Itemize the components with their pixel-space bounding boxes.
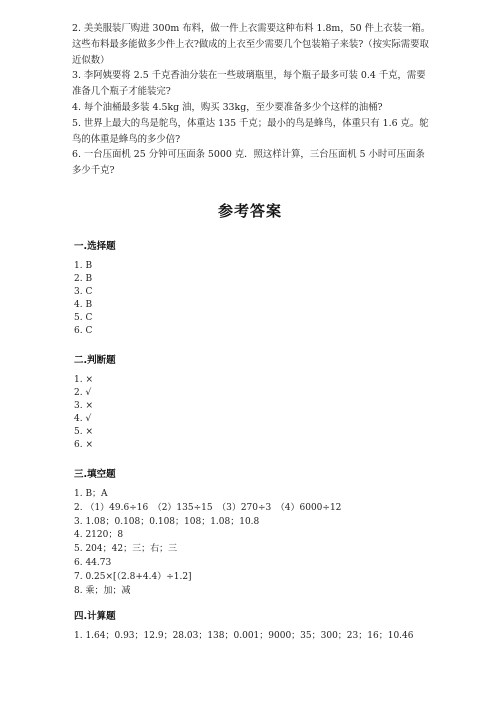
judge-answer: 3. × [74,401,93,411]
judge-answer: 1. × [74,375,93,385]
judge-answer-list [74,374,93,452]
fill-answer-list [74,488,341,598]
problem-2: 2. 美美服装厂购进 300m 布料，做一件上衣需要这种布料 1.8m，50 件上衣装一箱。这些布料最多能做多少件上衣?做成的上衣至少需要几个包装箱子来装?（按实际需要取近似数） [72,23,431,66]
problem-4: 4. 每个油桶最多装 4.5kg 油，购买 33kg，至少要准备多少个这样的油桶? [72,101,383,113]
judge-answer: 6. × [74,440,93,450]
fill-answer: 6. 44.73 [74,557,112,568]
fill-answer: 7. 0.25×[（2.8+4.4）÷1.2] [74,571,192,582]
problem-3: 3. 李阿姨要将 2.5 千克香油分装在一些玻璃瓶里，每个瓶子最多可装 0.4 千克，需要准备几个瓶子才能装完? [72,70,426,98]
section-heading-judge: 二.判断题 [74,355,116,366]
fill-answer: 8. 乘；加；减 [74,585,131,596]
choice-answer: 5. C [74,313,93,323]
section-heading-choice: 一.选择题 [74,241,116,252]
answer-key-title: 参考答案 [217,202,282,220]
fill-answer: 1. B；A [74,489,108,499]
choice-answer-list [74,260,92,338]
calc-answer-list [74,630,413,643]
problem-5: 5. 世界上最大的鸟是鸵鸟，体重达 135 千克；最小的鸟是蜂鸟，体重只有 1.6 克。鸵鸟的体重是蜂鸟的多少倍? [72,117,429,145]
choice-answer: 6. C [74,326,93,336]
calc-answer: 1. 1.64；0.93；12.9；28.03；138；0.001；9000；35；300；23；16；10.46 [74,631,414,641]
choice-answer: 1. B [74,261,93,271]
problem-6: 6. 一台压面机 25 分钟可压面条 5000 克．照这样计算，三台压面机 5 小时可压面条多少千克? [72,149,425,177]
fill-answer: 5. 204；42；三；右；三 [74,544,178,555]
choice-answer: 2. B [74,274,93,284]
fill-answer: 4. 2120；8 [74,530,124,541]
section-heading-fill: 三.填空题 [74,469,116,480]
judge-answer: 2. √ [74,388,92,398]
choice-answer: 4. B [74,300,93,310]
judge-answer: 4. √ [74,414,92,424]
section-heading-calc: 四.计算题 [74,611,116,622]
fill-answer: 3. 1.08；0.108；0.108；108；1.08；10.8 [74,516,260,527]
fill-answer: 2. （1）49.6÷16 （2）135÷15 （3）270÷3 （4）6000÷12 [74,502,342,513]
word-problems [72,21,432,179]
choice-answer: 3. C [74,287,93,297]
judge-answer: 5. × [74,427,93,437]
